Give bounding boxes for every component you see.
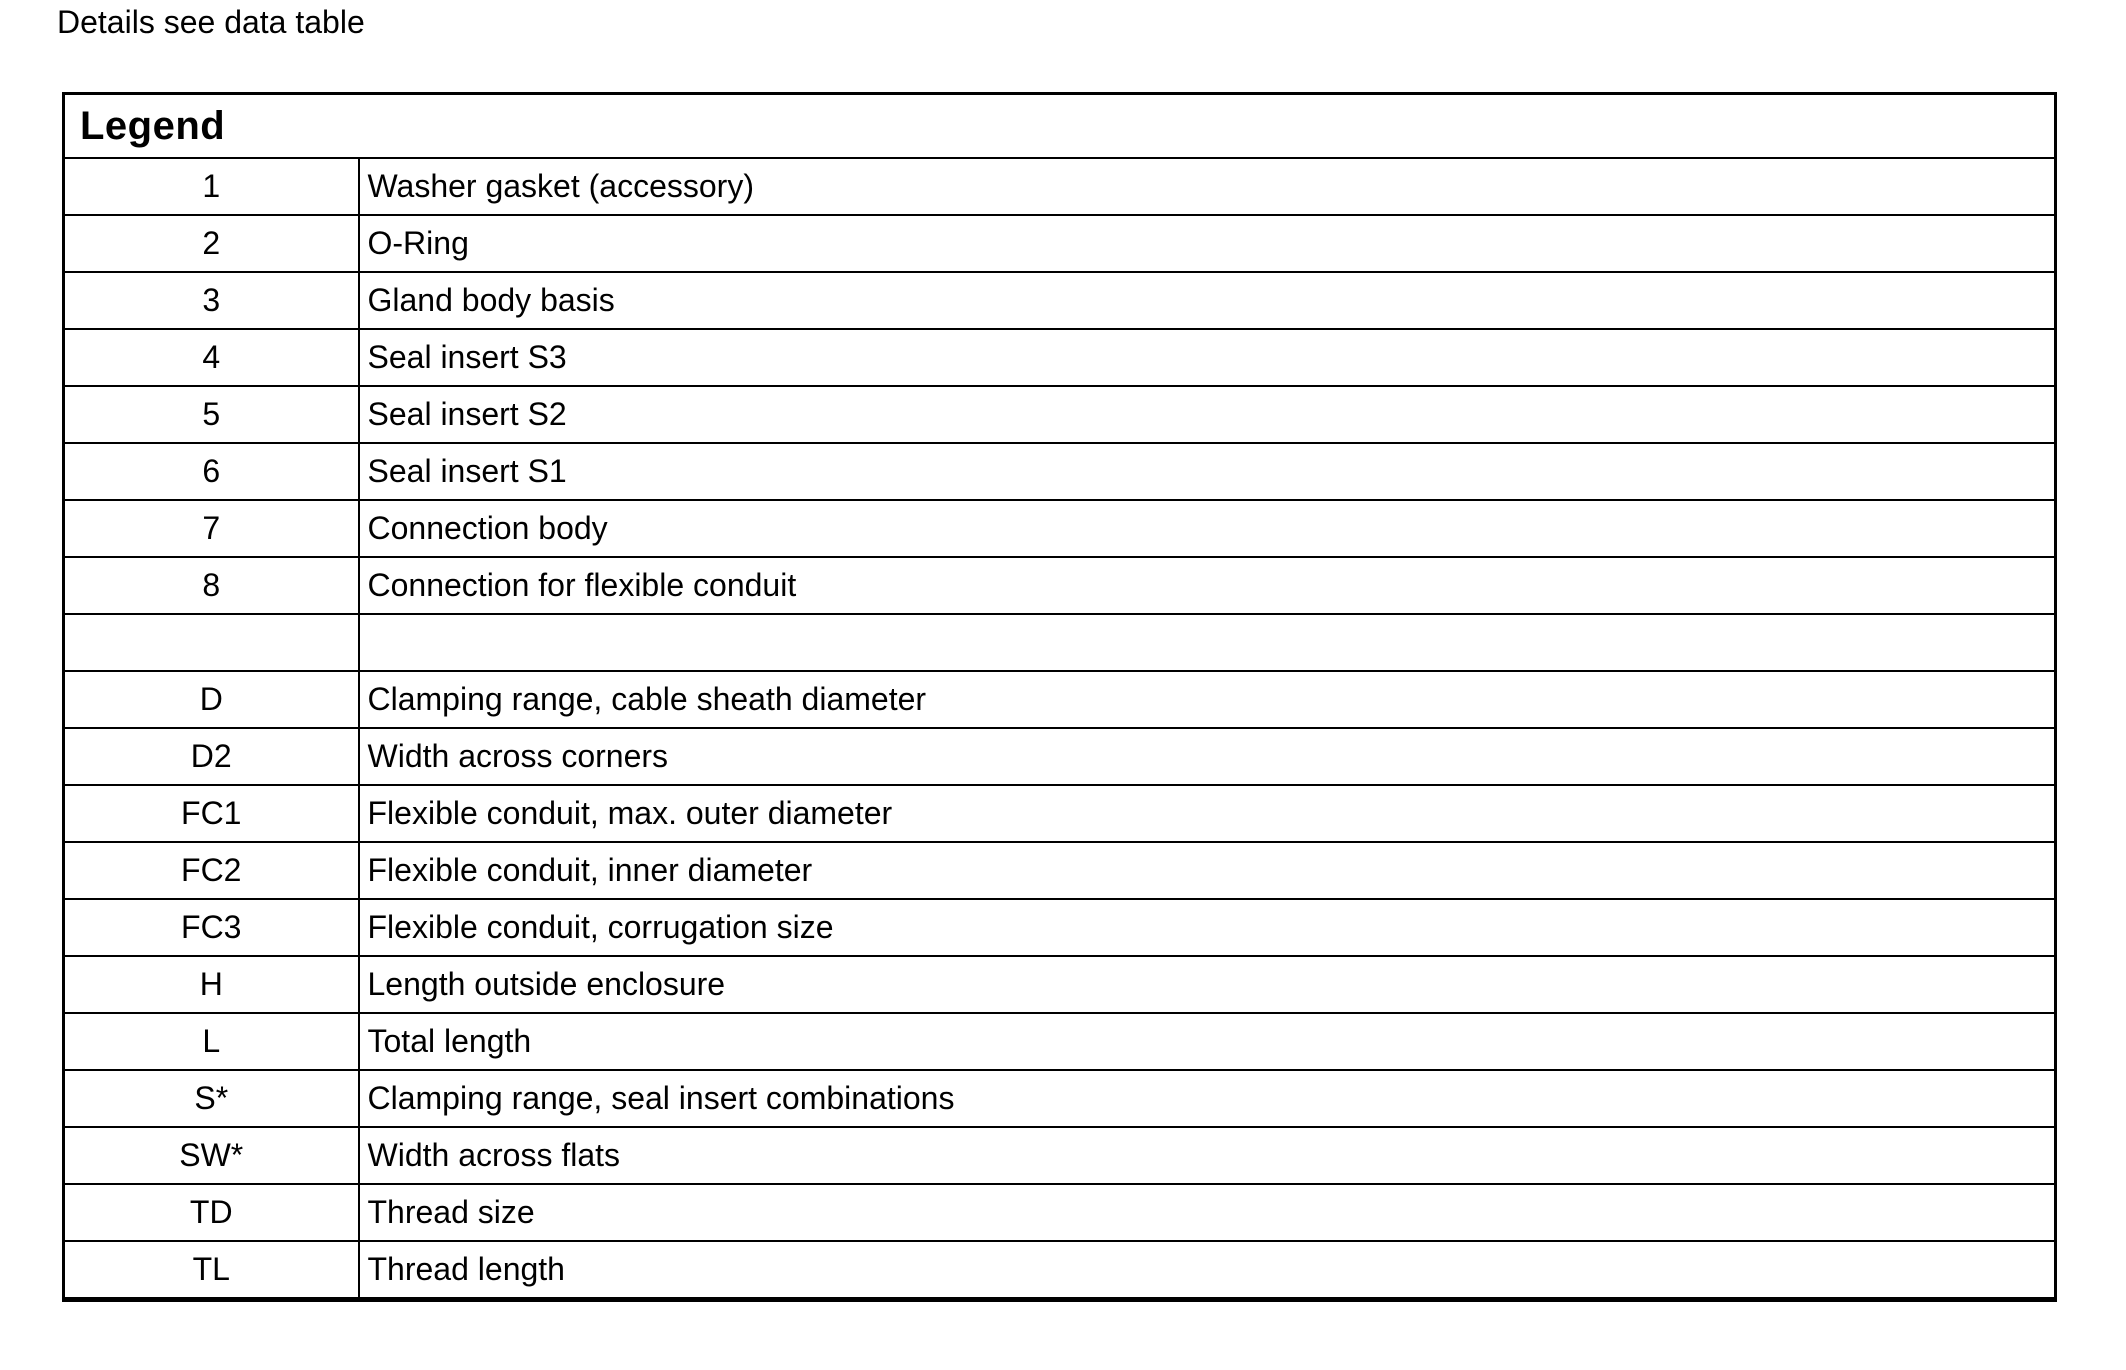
legend-row: [64, 671, 2056, 728]
legend-row: [64, 1241, 2056, 1300]
legend-description-cell: O-Ring: [359, 215, 2056, 272]
legend-row: [64, 1013, 2056, 1070]
legend-row: [64, 1184, 2056, 1241]
legend-symbol-cell: D: [64, 671, 359, 728]
legend-description-cell: Flexible conduit, max. outer diameter: [359, 785, 2056, 842]
legend-symbol-cell: S*: [64, 1070, 359, 1127]
legend-header-row: [64, 94, 2056, 159]
legend-symbol-cell: H: [64, 956, 359, 1013]
legend-description-cell: Clamping range, seal insert combinations: [359, 1070, 2056, 1127]
legend-symbol-cell: [64, 614, 359, 671]
legend-symbol-cell: TD: [64, 1184, 359, 1241]
legend-table: [62, 92, 2057, 1302]
legend-row: [64, 215, 2056, 272]
legend-row: [64, 614, 2056, 671]
details-note: Details see data table: [57, 4, 365, 40]
legend-symbol-cell: FC2: [64, 842, 359, 899]
legend-description-cell: Width across corners: [359, 728, 2056, 785]
legend-description-cell: Flexible conduit, inner diameter: [359, 842, 2056, 899]
legend-description-cell: Washer gasket (accessory): [359, 158, 2056, 215]
legend-description-cell: Connection body: [359, 500, 2056, 557]
legend-symbol-cell: 5: [64, 386, 359, 443]
legend-symbol-cell: 8: [64, 557, 359, 614]
legend-table-body: [64, 158, 2056, 1300]
legend-description-cell: Total length: [359, 1013, 2056, 1070]
legend-symbol-cell: TL: [64, 1241, 359, 1300]
legend-row: [64, 272, 2056, 329]
legend-row: [64, 1070, 2056, 1127]
legend-symbol-cell: SW*: [64, 1127, 359, 1184]
legend-symbol-cell: L: [64, 1013, 359, 1070]
legend-row: [64, 443, 2056, 500]
legend-row: [64, 386, 2056, 443]
legend-symbol-cell: D2: [64, 728, 359, 785]
legend-row: [64, 728, 2056, 785]
legend-symbol-cell: 7: [64, 500, 359, 557]
legend-symbol-cell: FC3: [64, 899, 359, 956]
legend-row: [64, 899, 2056, 956]
legend-symbol-cell: FC1: [64, 785, 359, 842]
legend-symbol-cell: 3: [64, 272, 359, 329]
legend-description-cell: Seal insert S2: [359, 386, 2056, 443]
legend-description-cell: Connection for flexible conduit: [359, 557, 2056, 614]
legend-symbol-cell: 6: [64, 443, 359, 500]
legend-row: [64, 500, 2056, 557]
legend-description-cell: Width across flats: [359, 1127, 2056, 1184]
legend-description-cell: Thread size: [359, 1184, 2056, 1241]
legend-symbol-cell: 4: [64, 329, 359, 386]
legend-description-cell: Flexible conduit, corrugation size: [359, 899, 2056, 956]
legend-description-cell: Thread length: [359, 1241, 2056, 1300]
legend-description-cell: Length outside enclosure: [359, 956, 2056, 1013]
legend-symbol-cell: 2: [64, 215, 359, 272]
legend-row: [64, 956, 2056, 1013]
legend-row: [64, 1127, 2056, 1184]
legend-description-cell: Seal insert S1: [359, 443, 2056, 500]
legend-description-cell: Clamping range, cable sheath diameter: [359, 671, 2056, 728]
legend-row: [64, 158, 2056, 215]
legend-symbol-cell: 1: [64, 158, 359, 215]
legend-title: Legend: [64, 94, 2056, 159]
legend-row: [64, 785, 2056, 842]
legend-row: [64, 842, 2056, 899]
legend-row: [64, 557, 2056, 614]
legend-description-cell: [359, 614, 2056, 671]
legend-description-cell: Seal insert S3: [359, 329, 2056, 386]
legend-row: [64, 329, 2056, 386]
legend-description-cell: Gland body basis: [359, 272, 2056, 329]
